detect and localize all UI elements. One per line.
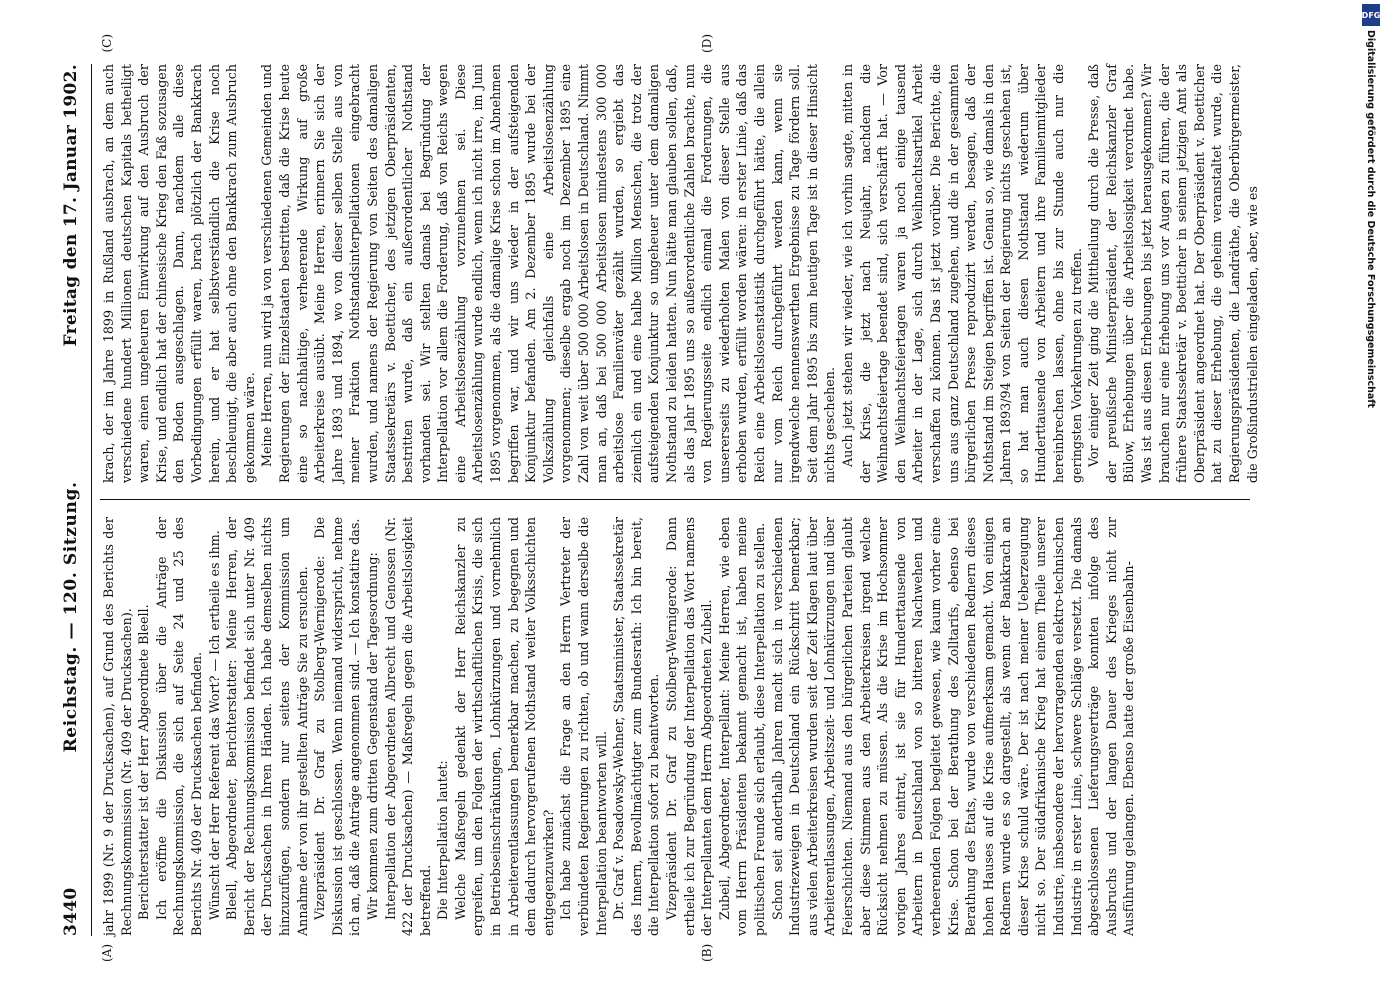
dfg-credit (1362, 30, 1380, 990)
column-divider (100, 499, 1250, 500)
paragraph: Auch jetzt stehen wir wieder, wie ich vorhin sagte, mitten in der Krise, die jetzt nach Neujahr, nachdem die Weihnachtsfeiertage beendet sind, sich verschärft hat. — Vor den Weihnachtsfeiertagen waren ja noch einige tausend Arbeiter in der Lage, sich durch Weihnachtsartikel Arbeit verschaffen zu können. Das ist jetzt vorüber. Die Berichte, die uns aus ganz Deutschland zugehen, und die in der gesammten bürgerlichen Presse reproduzirt werden, besagen, daß der Nothstand im Steigen begriffen ist. Genau so, wie damals in den Jahren 1893/94 von Seiten der Regierung nichts geschehen ist, so hat man auch diesen Nothstand wiederum über Hunderttausende von Arbeitern und ihre Familienmitglieder hereinbrechen lassen, ohne bis zur Stunde auch nur die geringsten Vorkehrungen zu treffen. (839, 64, 1084, 483)
paragraph: Ich eröffne die Diskussion über die Anträge der Rechnungskommission, die sich auf Seite 24 und 25 des Berichts Nr. 409 der Drucksachen befinden. (153, 517, 204, 936)
paragraph: Interpellation der Abgeordneten Albrecht und Genossen (Nr. 422 der Drucksachen) — Maßregeln gegen die Arbeitslosigkeit betreffend. (382, 517, 433, 936)
session-title: Reichstag. — 120. Sitzung. (61, 481, 81, 753)
session-date: Freitag den 17. Januar 1902. (61, 64, 81, 347)
dfg-watermark (1362, 4, 1380, 996)
paragraph: Die Interpellation lautet: (435, 760, 451, 920)
text-columns (100, 34, 1260, 962)
paragraph: Wünscht der Herr Referent das Wort? — Ich ertheile es ihm. (206, 530, 222, 920)
margin-mark-d: (D) (700, 34, 714, 53)
paragraph: Vor einiger Zeit ging die Mittheilung durch die Presse, daß der preußische Ministerpräsident, der Reichskanzler Graf Bülow, Erhebungen über die Arbeitslosigkeit verordnet habe. Was ist aus diesen Erhebungen bis jetzt herausgekommen? Wir brauchen nur eine Erhebung uns vor Augen zu führen, die der frühere Staatssekretär v. Boetticher in seinem jetzigen Amt als Oberpräsident angeordnet hat. Der Oberpräsident v. Boetticher hat zu dieser Erhebung, die geheim veranstaltet wurde, die Regierungspräsidenten, die Landräthe, die Oberbürgermeister, die Großindustriellen eingeladen, aber, wie es (1086, 64, 1260, 483)
page-number: 3440 (61, 887, 81, 936)
paragraph: Bleell, Abgeordneter, Berichterstatter: Meine Herren, der Bericht der Rechnungskommission befindet sich unter Nr. 409 der Drucksachen in Ihren Händen. Ich habe demselben nichts hinzuzufügen, sondern nur seitens der Kommission um Annahme der von ihr gestellten Anträge Sie zu ersuchen. (224, 517, 310, 936)
dfg-credit-text: Digitalisierung gefördert durch die Deutsche Forschungsgemeinschaft (1365, 30, 1376, 408)
margin-mark-c: (C) (100, 34, 114, 53)
rotated-document-page (45, 34, 1305, 962)
header-rule (91, 64, 92, 936)
paragraph: Ich habe zunächst die Frage an den Herrn Vertreter der verbündeten Regierungen zu richten, ob und wann derselbe die Interpellation beantworten will. (558, 517, 609, 936)
paragraph: Welche Maßregeln gedenkt der Herr Reichskanzler zu ergreifen, um den Folgen der wirthschaftlichen Krisis, die sich in Betriebseinschränkungen, Lohnkürzungen und vornehmlich in Arbeiterentlassungen bemerkbar machen, zu begegnen und dem dadurch hervorgerufenen Nothstand weiter Volksschichten entgegenzuwirken? (452, 517, 556, 936)
paragraph: Meine Herren, nun wird ja von verschiedenen Gemeinden und Regierungen der Einzelstaaten bestritten, daß die Krise heute eine so nachhaltige, verheerende Wirkung auf große Arbeiterkreise ausübt. Meine Herren, erinnern Sie sich der Jahre 1893 und 1894, wo von dieser selben Stelle aus von meiner Fraktion Nothstandsinterpellationen eingebracht wurden, und namens der Regierung von Seiten des damaligen Staatssekretärs v. Boetticher, des jetzigen Oberpräsidenten, bestritten wurde, daß ein außerordentlicher Nothstand vorhanden sei. Wir stellten damals bei Begründung der Interpellation vor allem die Forderung, daß von Reichs wegen eine Arbeitslosenzählung vorzunehmen sei. Diese Arbeitslosenzählung wurde endlich, wenn ich nicht irre, im Juni 1895 vorgenommen, als die damalige Krise schon im Abnehmen begriffen war, und wir uns wieder in der aufsteigenden Konjunktur befanden. Am 2. Dezember 1895 wurde bei der Volkszählung gleichfalls eine Arbeitslosenzählung vorgenommen; dieselbe ergab noch im Dezember 1895 eine Zahl von weit über 500 000 Arbeitslosen in Deutschland. Nimmt man an, daß bei 500 000 Arbeitslosen mindestens 300 000 arbeitslose Familienväter gezählt wurden, so ergiebt das ziemlich ein und eine halbe Million Menschen, die trotz der aufsteigenden Konjunktur so ungeheuer unter dem damaligen Nothstand zu leiden hatten. Nun hätte man glauben sollen, daß, als das Jahr 1895 uns so außerordentliche Zahlen brachte, nun von Regierungsseite endlich einmal die Forderungen, die unsererseits zu wiederholten Malen von dieser Stelle aus erhoben wurden, erfüllt worden wären: in erster Linie, daß das Reich eine Arbeitslosenstatistik durchgeführt hätte, die allein nur vom Reich durchgeführt werden kann, wenn sie irgendwelche nennenswerthen Ergebnisse zu Tage fördern soll. Seit dem Jahr 1895 bis zum heutigen Tage ist in dieser Hinsicht nichts geschehen. (259, 64, 838, 483)
dfg-logo-icon: DFG (1362, 4, 1380, 26)
paragraph: Vizepräsident Dr. Graf zu Stolberg-Wernigerode: Dann ertheile ich zur Begründung der Interpellation das Wort namens der Interpellanten dem Herrn Abgeordneten Zubeil. (664, 517, 715, 936)
page-header (57, 64, 85, 936)
paragraph: Vizepräsident Dr. Graf zu Stolberg-Wernigerode: Die Diskussion ist geschlossen. Wenn niemand widerspricht, nehme ich an, daß die Anträge angenommen sind. — Ich konstatire das. (312, 517, 363, 936)
paragraph: Dr. Graf v. Posadowsky-Wehner, Staatsminister, Staatssekretär des Innern, Bevollmächtigter zum Bundesrath: Ich bin bereit, die Interpellation sofort zu beantworten. (611, 517, 662, 936)
paragraph: Wir kommen zum dritten Gegenstand der Tagesordnung: (364, 552, 380, 920)
paragraph: Berichterstatter ist der Herr Abgeordnete Bleell. (136, 604, 152, 920)
margin-mark-b: (B) (700, 943, 714, 962)
left-column (100, 517, 1250, 936)
paragraph: Schon seit anderthalb Jahren macht sich in verschiedenen Industriezweigen in Deutschland ein Rückschritt bemerkbar; aus vielen Arbeiterkreisen wurden seit der Zeit Klagen laut über Arbeiterentlassungen, Arbeitszeit- und Lohnkürzungen und über Feierschichten. Niemand aus den bürgerlichen Parteien glaubt aber diese Stimmen aus den Arbeiterkreisen irgend welche Rücksicht nehmen zu müssen. Als die Krise im Hochsommer vorigen Jahres eintrat, ist sie für Hunderttausende von Arbeitern in Deutschland von so bitteren Nachwehen und verheerenden Folgen begleitet gewesen, wie kaum vorher eine Krise. Schon bei der Berathung des Zolltarifs, ebenso bei Berathung des Etats, wurde von verschiedenen Rednern dieses hohen Hauses auf die Krise aufmerksam gemacht. Von einigen Rednern wurde es so dargestellt, als wenn der Bankkrach an dieser Krise schuld wäre. Der ist nach meiner Ueberzeugung nicht so. Der südafrikanische Krieg hat einem Theile unserer Industrie, insbesondere der hervorragenden elektro-technischen Industrie in erster Linie, schwere Schläge versetzt. Die damals abgeschlossenen Lieferungsverträge konnten infolge des Ausbruchs und der langen Dauer des Krieges nicht zur Ausführung gelangen. Ebenso hatte der große Eisenbahn- (769, 517, 1137, 936)
paragraph: jahr 1899 (Nr. 9 der Drucksachen), auf Grund des Berichts der Rechnungskommission (Nr. 409 der Drucksachen). (101, 517, 134, 936)
margin-mark-a: (A) (100, 943, 114, 962)
paragraph: krach, der im Jahre 1899 in Rußland ausbrach, an dem auch verschiedene hundert Millionen deutschen Kapitals betheiligt waren, einen ungeheuren Einwirkung auf den Ausbruch der Krise, und endlich hat der chinesische Krieg den Faß sozusagen den Boden ausgeschlagen. Dann, nachdem alle diese Vorbedingungen erfüllt waren, brach plötzlich der Bankkrach herein, und er hat selbstverständlich die Krise noch beschleunigt, die aber auch ohne den Bankkrach zum Ausbruch gekommen wäre. (101, 64, 257, 483)
paragraph: Zubeil, Abgeordneter, Interpellant: Meine Herren, wie eben vom Herrn Präsidenten bekannt gemacht ist, haben meine politischen Freunde sich erlaubt, diese Interpellation zu stellen. (716, 517, 767, 936)
right-column (100, 64, 1260, 483)
